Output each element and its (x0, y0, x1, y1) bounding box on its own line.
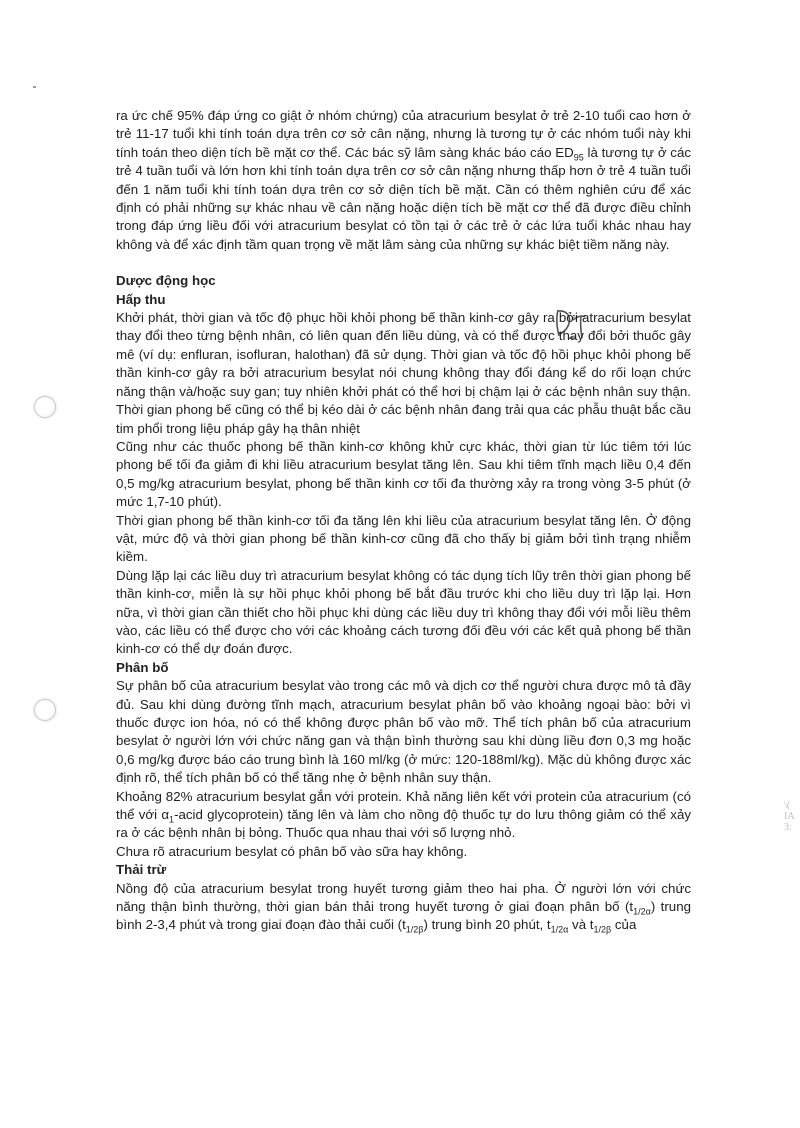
absorption-paragraph-1: Khởi phát, thời gian và tốc độ phục hồi khỏi phong bế thần kinh-cơ gây ra bởi atracurium besylat thay đổi theo từng bệnh nhân, có liên quan đến liều dùng, và có thể được thay đổi bởi thuốc gây mê (ví dụ: enfluran, isofluran, halothan) đã sử dụng. Thời gian và tốc độ hồi phục khỏi phong bế thần kinh-cơ gây ra bởi atracurium besylat nói chung không thay đổi đáng kể do rối loạn chức năng thận và/hoặc suy gan; tuy nhiên khởi phát có thể hơi bị chậm lại ở các bệnh nhân suy thận. Thời gian phong bế cũng có thể bị kéo dài ở các bệnh nhân đang trải qua các phẫu thuật bắc cầu tim phổi trong liệu pháp gây hạ thân nhiệt (116, 310, 691, 436)
intro-paragraph: ra ức chế 95% đáp ứng co giật ở nhóm chứng) của atracurium besylat ở trẻ 2-10 tuổi cao hơn ở trẻ 11-17 tuổi khi tính toán dựa trên cơ sở cân nặng, nhưng là tương tự ở các nhóm tuổi này khi tính toán theo diện tích bề mặt cơ thể. Các bác sỹ lâm sàng khác báo cáo $ED_{95}$ là tương tự ở các trẻ 4 tuần tuổi và lớn hơn khi tính toán dựa trên cơ sở cân nặng nhưng thấp hơn ở trẻ 4 tuần tuổi đến 1 năm tuổi khi tính toán dựa trên cơ sở diện tích bề mặt. Cần có thêm nghiên cứu để xác định có phải những sự khác nhau về cân nặng hoặc diện tích bề mặt cơ thể đã được điều chỉnh trong đáp ứng liều đối với atracurium besylat có tồn tại ở các trẻ ở các lứa tuổi khác nhau hay không và để xác định tầm quan trọng về mặt lâm sàng của những sự khác biệt tiềm năng này. (116, 108, 692, 252)
scan-speck (33, 86, 36, 88)
subheading-elimination: Thải trừ (116, 862, 167, 878)
bleed-line-3: 3: (784, 822, 792, 833)
elimination-paragraph: Nồng độ của atracurium besylat trong huyết tương giảm theo hai pha. Ở người lớn với chức năng thận bình thường, thời gian bán thải trong huyết tương ở giai đoạn phân bố $(t_{1/2\alpha})$ trung bình 2-3,4 phút và trong giai đoạn đào thải cuối $(t_{1/2\beta})$ trung bình 20 phút, $t_{1/2\alpha}$ và $t_{1/2\beta}$ của (116, 880, 691, 936)
absorption-paragraph-2: Cũng như các thuốc phong bế thần kinh-cơ không khử cực khác, thời gian từ lúc tiêm tới lúc phong bế tối đa giảm đi khi liều atracurium besylat tăng lên. Sau khi tiêm tĩnh mạch liều 0,4 đến 0,5 mg/kg atracurium besylat, phong bế thần kinh cơ tối đa thường xảy ra trong vòng 3-5 phút (ở mức 1,7-10 phút). (116, 438, 691, 510)
bleed-line-1: \( (784, 800, 791, 811)
document-body (116, 107, 691, 935)
binder-hole-top (34, 396, 56, 418)
margin-bleed-text (784, 800, 800, 833)
subheading-distribution: Phân bố (116, 659, 169, 675)
absorption-paragraph-4: Dùng lặp lại các liều duy trì atracurium besylat không có tác dụng tích lũy trên thời gian phong bế thần kinh-cơ, miễn là sự hồi phục khỏi phong bế bắt đầu trước khi cho liều duy trì lặp lại. Hơn nữa, vì thời gian cần thiết cho hồi phục khi dùng các liều duy trì không thay đổi với mỗi liều thêm vào, các liều có thể được cho với các khoảng cách tương đối đều với các kết quả phong bế thần kinh-cơ có thể dự đoán được. (116, 567, 691, 657)
binder-hole-bottom (34, 699, 56, 721)
distribution-paragraph-1: Sự phân bố của atracurium besylat vào trong các mô và dịch cơ thể người chưa được mô tả đầy đủ. Sau khi dùng đường tĩnh mạch, atracurium besylat phân bố vào khoảng ngoại bào: bởi vì thuốc được ion hóa, nó có thể không được phân bố vào mỡ. Thể tích phân bố của atracurium besylat ở người lớn với chức năng gan và thận bình thường sau khi dùng liều đơn 0,3 mg hoặc 0,6 mg/kg được báo cáo trung bình là 160 ml/kg (ở mức: 120-188ml/kg). Mặc dù không được xác định rõ, thể tích phân bố có thể tăng nhẹ ở bệnh nhân suy thận. (116, 678, 691, 786)
section-heading-pharmacokinetics: Dược động học (116, 273, 216, 289)
subheading-absorption: Hấp thu (116, 291, 166, 307)
absorption-paragraph-3: Thời gian phong bế thần kinh-cơ tối đa tăng lên khi liều của atracurium besylat tăng lên. Ở động vật, mức độ và thời gian phong bế thần kinh-cơ cũng đã cho thấy bị giảm bởi tình trạng nhiễm kiềm. (116, 512, 691, 565)
distribution-paragraph-2: Khoảng 82% atracurium besylat gắn với protein. Khả năng liên kết với protein của atracurium (có thể với $\alpha_1$-acid glycoprotein) tăng lên và làm cho nồng độ thuốc tự do lưu thông giảm có thể xảy ra ở các bệnh nhân bị bỏng. Thuốc qua nhau thai với số lượng nhỏ. (116, 788, 691, 841)
bleed-line-2: IA (784, 811, 795, 822)
distribution-paragraph-3: Chưa rõ atracurium besylat có phân bố vào sữa hay không. (116, 843, 468, 859)
